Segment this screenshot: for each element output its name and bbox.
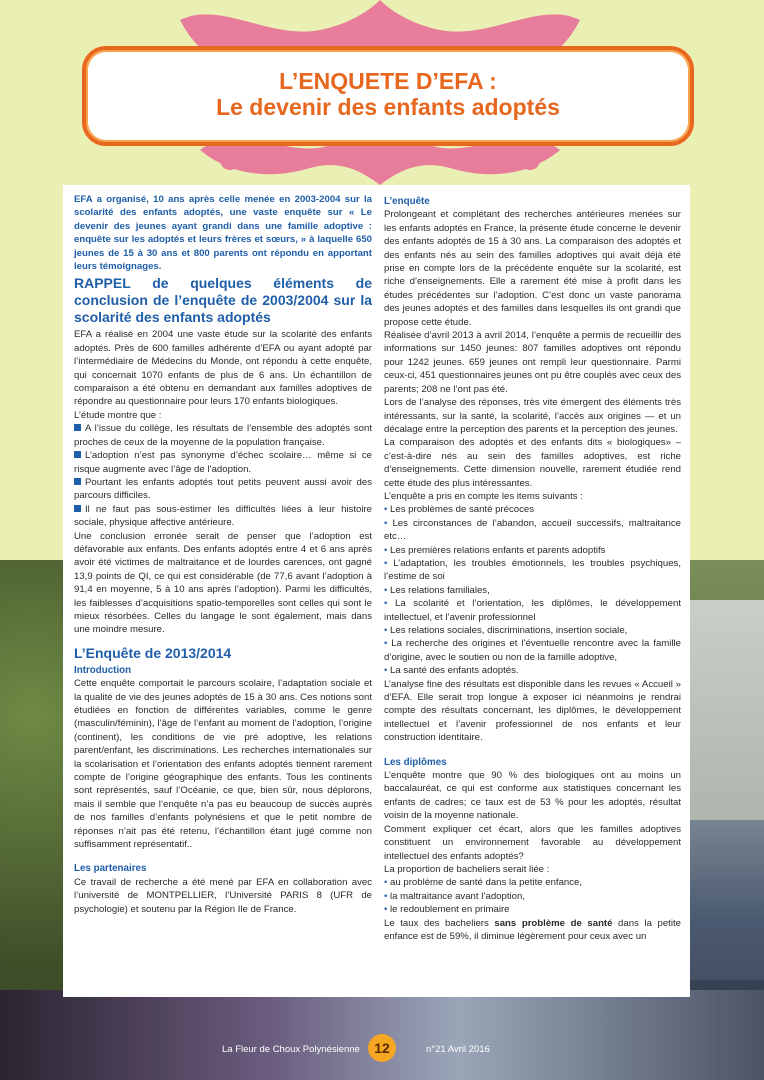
- introduction-paragraph: Cette enquête comportait le parcours scolaire, l’adaptation sociale et la qualité de vie des jeunes adoptés de 15 à 30 ans. Ces notions sont étudiées en fonction de différentes variables, comme le genre (masculin/féminin), l’âge de l’enfant au moment de l’adoption, l’origine (continent), les conditions de vie pré adoptive, les relations parent/enfant, les discriminations. Les recherches internationales sur la scolarisation et l’orientation des enfants adoptés tiennent rarement compte de l’origine géographique des enfants. Tous les continents sont représentés, sauf l’Océanie, ce que, bien sûr, nous déplorons, mais il semble que l’enquête n’a pas eu beaucoup de succès auprès de nos familles d’enfants polynésiens et que le petit nombre de réponses n’ait pas été retenu, l’échantillon étant jugé comme non suffisamment représentatif..: [74, 678, 372, 851]
- diplomes-paragraph: Comment expliquer cet écart, alors que les familles adoptives constituent un environnement favorable au développement intellectuel des enfants adoptés?: [384, 823, 681, 862]
- list-item: • Les relations familiales,: [384, 584, 490, 596]
- bullet-item: A l’issue du collège, les résultats de l’ensemble des adoptés sont proches de ceux de la moyenne de la population française.: [74, 423, 372, 448]
- right-column: [384, 193, 681, 943]
- diplomes-paragraph: La proportion de bacheliers serait liée :: [384, 863, 550, 875]
- square-bullet-icon: [74, 505, 81, 512]
- conclusion-paragraph: Une conclusion erronée serait de penser que l’adoption est défavorable aux enfants. Des enfants adoptés entre 4 et 6 ans après avoir été victimes de maltraitance et de lourdes carences, ont gagné 13,9 points de QI, ce qui est considérable (de 77,6 avant l’adoption à 91,4 en moyenne, 5 à 10 ans après l’adoption). Parmi les difficultés, les faiblesses d’acquisitions spatio-temporelles sont celles qui sont le mieux résorbées. Celles du langage le sont également, mais dans une moindre mesure.: [74, 530, 372, 636]
- list-item: • Les problèmes de santé précoces: [384, 504, 535, 516]
- enquete-paragraph: Réalisée d’avril 2013 à avril 2014, l’enquête a permis de recueillir des informations sur 1450 jeunes: 807 familles adoptives ont répondu pour 1242 jeunes. 659 jeunes ont rempli leur questionnaire. Parmi ceux-ci, 451 questionnaires jeunes ont pu être couplés avec ceux des parents; 208 ne l’ont pas été.: [384, 330, 681, 395]
- page-subtitle: Le devenir des enfants adoptés: [216, 94, 560, 120]
- page-number: 12: [368, 1034, 396, 1062]
- square-bullet-icon: [74, 478, 81, 485]
- enquete-heading: L’enquête: [384, 196, 430, 207]
- enquete-2013-heading: L’Enquête de 2013/2014: [74, 644, 232, 661]
- intro-paragraph: EFA a organisé, 10 ans après celle menée en 2003-2004 sur la scolarité des enfants adoptés, une vaste enquête sur « Le devenir des jeunes ayant grandi dans une famille adoptive : enquête sur les adoptés et leurs frères et sœurs, » à laquelle 650 jeunes de 15 à 30 ans et 800 parents ont répondu en apportant leurs témoignages.: [74, 194, 372, 273]
- page-footer: [0, 1030, 764, 1070]
- list-item: • le redoublement en primaire: [384, 904, 510, 916]
- diplomes-paragraph: L’enquête montre que 90 % des biologiques ont au moins un baccalauréat, ce qui est conforme aux statistiques concernant les enfants de cadres; ce taux est de 53 % pour les adoptés, résultat voisin de la moyenne nationale.: [384, 770, 681, 822]
- analyse-paragraph: L’analyse fine des résultats est disponible dans les revues « Accueil » d’EFA. Elle serait trop longue à exposer ici néanmoins je rendrai compte des résultats concernant, les diplômes, le développement intellectuel et l’avenir professionnel de nos enfants et leur construction identitaire.: [384, 678, 681, 744]
- bacheliers-paragraph: Le taux des bacheliers sans problème de santé dans la petite enfance est de 59%, il diminue légèrement pour ceux avec un: [384, 917, 681, 942]
- list-item: • la maltraitance avant l’adoption,: [384, 890, 525, 902]
- enquete-paragraph: La comparaison des adoptés et des enfants dits « biologiques» – c’est-à-dire nés au sein des familles adoptives, est riche d’enseignements. Cette dimension nouvelle, rarement étudiée rend cette étude des plus intéressantes.: [384, 437, 681, 489]
- article-body: [63, 185, 690, 997]
- introduction-heading: Introduction: [74, 664, 132, 676]
- bullet-item: Pourtant les enfants adoptés tout petits peuvent aussi avoir des parcours difficiles.: [74, 476, 372, 502]
- bullet-item: L’adoption n’est pas synonyme d’échec scolaire… même si ce risque augmente avec l’âge de l’adoption.: [74, 450, 372, 475]
- list-item: • La scolarité et l’orientation, les diplômes, le développement intellectuel, et l’avenir professionnel: [384, 598, 681, 623]
- title-banner: [82, 46, 694, 146]
- partenaires-paragraph: Ce travail de recherche a été mené par EFA en collaboration avec l’université de MONTPELLIER, l’Université PARIS 8 (UFR de psychologie) et soutenu par la Région Ile de France.: [74, 876, 372, 915]
- square-bullet-icon: [74, 424, 81, 431]
- magazine-name: La Fleur de Choux Polynésienne: [222, 1044, 360, 1055]
- list-item: • Les relations sociales, discriminations, insertion sociale,: [384, 625, 628, 636]
- list-item: • La santé des enfants adoptés.: [384, 665, 519, 677]
- etude-text: L’étude montre que :: [74, 409, 162, 421]
- enquete-paragraph: Lors de l’analyse des réponses, très vite émergent des éléments très intéressants, sur la santé, la scolarité, l’accès aux origines — et un décalage entre la perception des parents et la perception des jeunes.: [384, 397, 681, 435]
- list-item: • Les circonstances de l’abandon, accueil successifs, maltraitance etc…: [384, 517, 681, 543]
- square-bullet-icon: [74, 451, 81, 458]
- bullet-item: Il ne faut pas sous-estimer les difficultés liées à leur histoire sociale, physique affective antérieure.: [74, 503, 372, 529]
- list-item: • L’adaptation, les troubles émotionnels, les troubles psychiques, l’estime de soi: [384, 557, 681, 583]
- rappel-paragraph: EFA a réalisé en 2004 une vaste étude sur la scolarité des enfants adoptés. Près de 600 familles adhérente d’EFA ou ayant adopté par l’intermédiaire de Médecins du Monde, ont répondu à cette enquête, qui concernait 1070 enfants de plus de 6 ans. Un échantillon de comparaison a été obtenu en demandant aux familles adoptives de répondre au questionnaire pour leurs 170 enfants biologiques.: [74, 329, 372, 408]
- left-column: [74, 193, 372, 916]
- list-item: • Les premières relations enfants et parents adoptifs: [384, 544, 606, 556]
- enquete-paragraph: Prolongeant et complétant des recherches antérieures menées sur les enfants adoptés en France, la présente étude concerne le devenir des enfants adoptés de 15 à 30 ans. La comparaison des adoptés et des enfants nés au sein des familles adoptives qui avait déjà été prise en compte lors de la précédente enquête sur la scolarité, est riche d’enseignements. Elle a rarement été mise à profit dans les études précédentes sur l’adoption. C’est donc un vaste panorama des jeunes adoptés et des familles dans lesquelles ils ont grandi que propose cette étude.: [384, 209, 681, 328]
- diplomes-heading: Les diplômes: [384, 756, 447, 768]
- items-intro: L’enquête a pris en compte les items suivants :: [384, 490, 583, 502]
- list-item: • au problème de santé dans la petite enfance,: [384, 877, 583, 889]
- issue-info: n°21 Avril 2016: [426, 1044, 490, 1055]
- rappel-heading: RAPPEL de quelques éléments de conclusion de l’enquête de 2003/2004 sur la scolarité des enfants adoptés: [74, 275, 372, 326]
- page-title: L’ENQUETE D’EFA :: [279, 68, 497, 94]
- partenaires-heading: Les partenaires: [74, 863, 147, 875]
- list-item: • La recherche des origines et l’éventuelle rencontre avec la famille d’origine, avec le soutien ou non de la famille adoptive,: [384, 638, 682, 663]
